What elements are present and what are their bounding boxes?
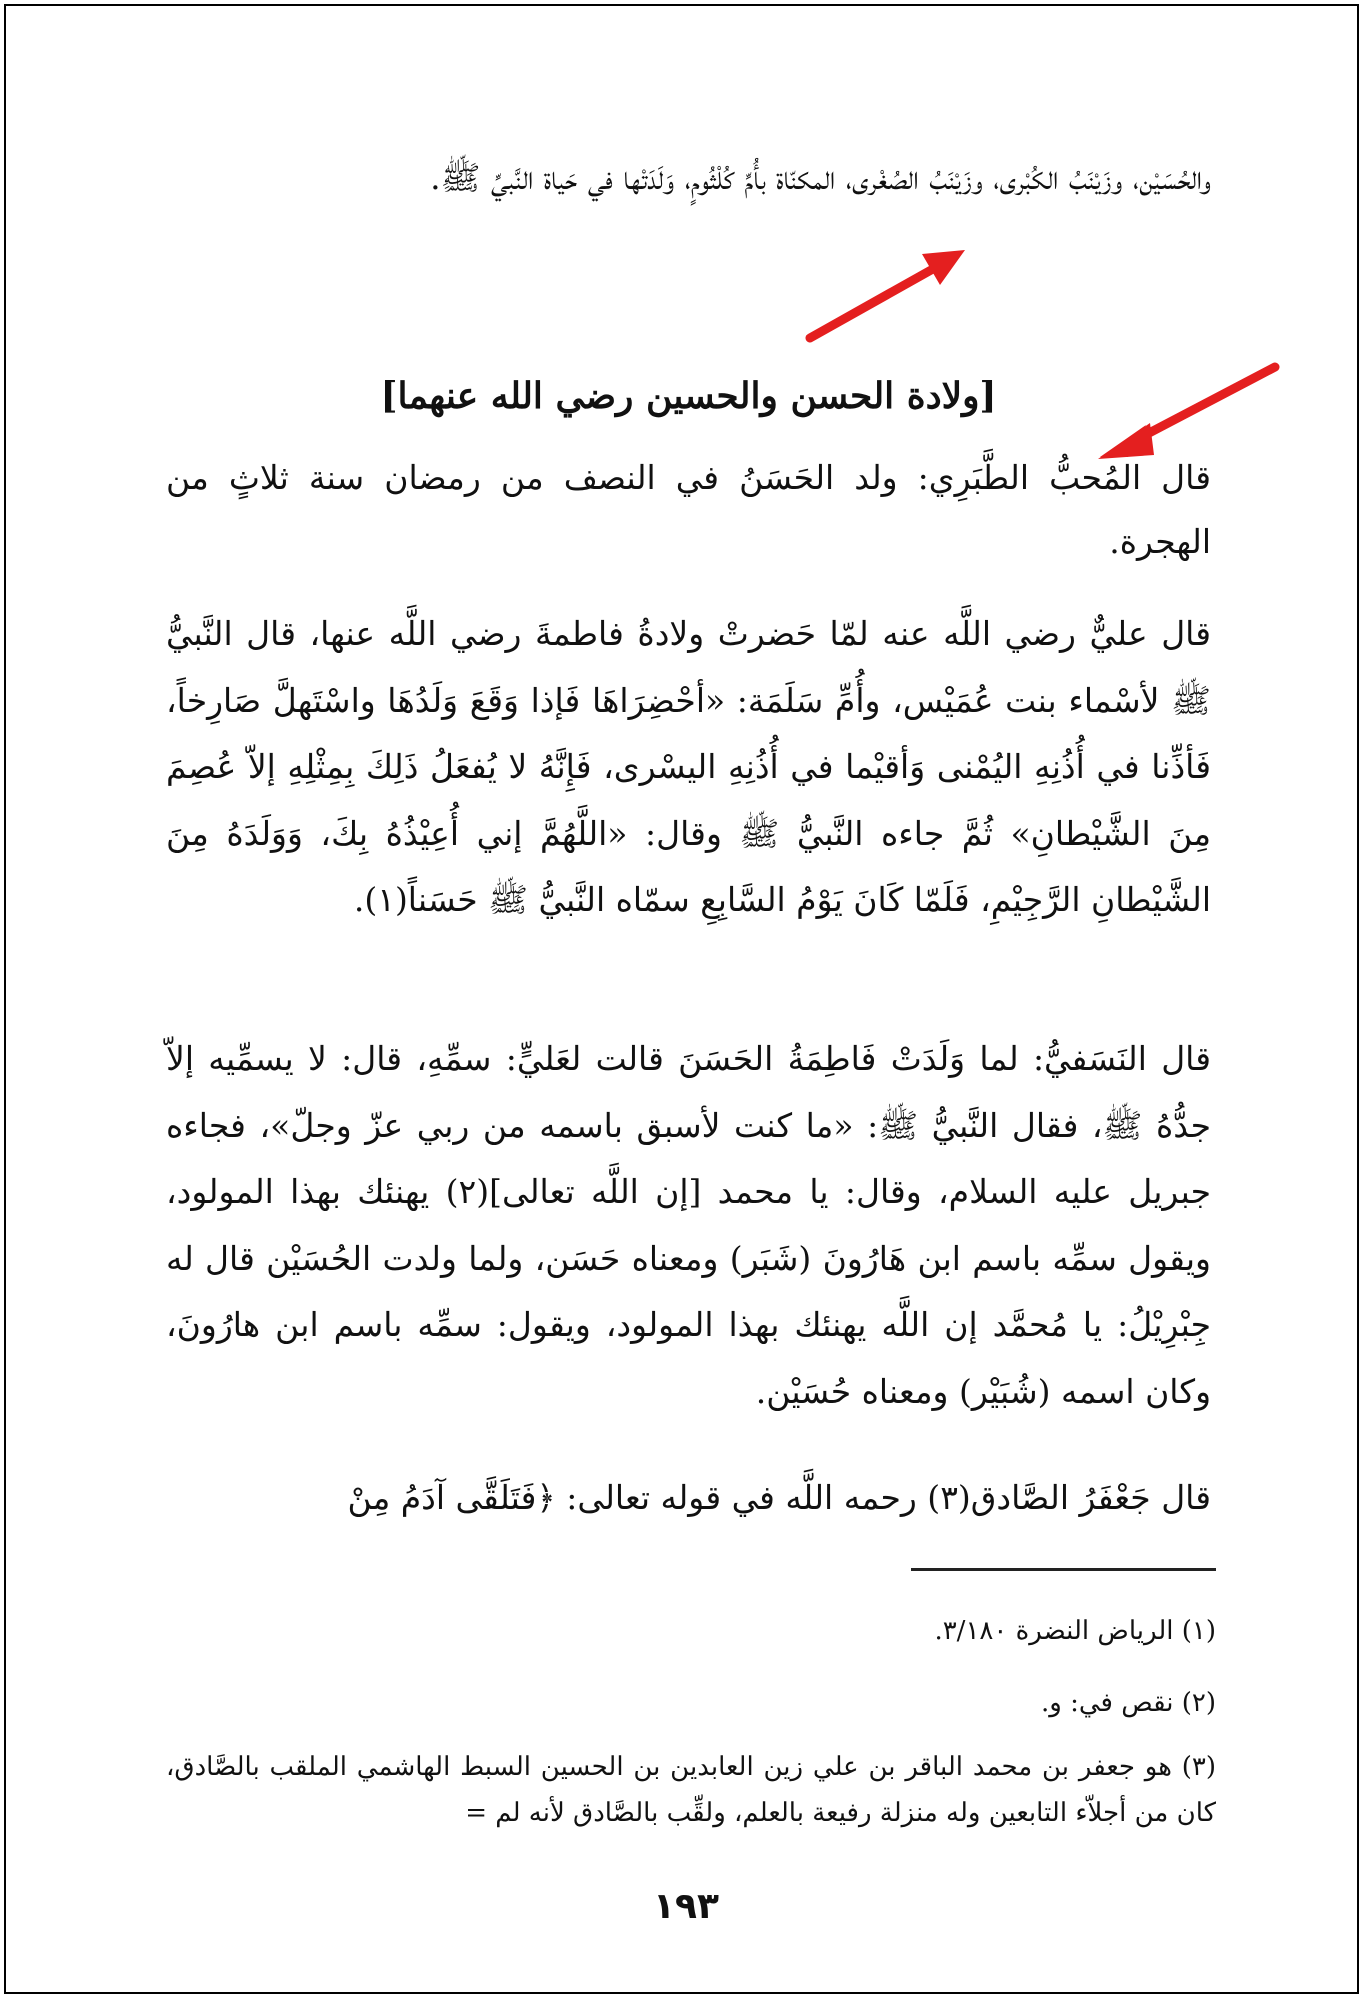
intro-text: والحُسَيْن، وزَيْنَبُ الكُبْرى، وزَيْنَبُ الصُغْرى، المكنّاة بأُمِّ كُلْثُومٍ، وَلَدَتْها في حَياة النَّبيِّ ﷺ.	[430, 158, 1211, 197]
page-number: ١٩٣	[653, 1886, 719, 1927]
nasafi-narration-paragraph	[166, 1026, 1211, 1425]
arrow-icon	[1090, 355, 1290, 465]
book-page	[4, 4, 1359, 1994]
intro-paragraph	[166, 146, 1211, 210]
paragraph-text: قال عليٌّ رضي اللَّه عنه لمّا حَضرتْ ولادةُ فاطمةَ رضي اللَّه عنها، قال النَّبيُّ ﷺ لأسْماء بنت عُمَيْس، وأُمِّ سَلَمَة: «أحْضِرَاهَا فَإذا وَقَعَ وَلَدُهَا واسْتَهلَّ صَارِخاً، فَأذِّنا في أُذُنِهِ اليُمْنى وَأقيْما في أُذُنِهِ اليسْرى، فَإِنَّهُ لا يُفعَلُ ذَلِكَ بِمِثْلِهِ إلاّ عُصِمَ مِنَ الشَّيْطانِ» ثُمَّ جاءه النَّبيُّ ﷺ وقال: «اللَّهُمَّ إني أُعِيْذُهُ بِكَ، وَوَلَدَهُ مِنَ الشَّيْطانِ الرَّجِيْمِ، فَلَمّا كَانَ يَوْمُ السَّابِعِ سمّاه النَّبيُّ ﷺ حَسَناً(١).	[166, 614, 1211, 919]
footnote-divider	[911, 1568, 1216, 1571]
section-heading: [ولادة الحسن والحسين رضي الله عنهما]	[380, 375, 997, 417]
birth-date-paragraph	[166, 446, 1211, 574]
arrow-icon	[800, 240, 970, 350]
footnote-1: (١) الرياض النضرة ٣/١٨٠.	[934, 1616, 1216, 1646]
footnote-2: (٢) نقص في: و.	[1041, 1688, 1216, 1718]
jafar-narration-paragraph	[166, 1466, 1211, 1530]
paragraph-text: قال النَسَفيُّ: لما وَلَدَتْ فَاطِمَةُ الحَسَنَ قالت لعَليٍّ: سمِّهِ، قال: لا يسمِّيه إلاّ جدُّهُ ﷺ، فقال النَّبيُّ ﷺ: «ما كنت لأسبق باسمه من ربي عزّ وجلّ»، فجاءه جبريل عليه السلام، وقال: يا محمد [إن اللَّه تعالى](٢) يهنئك بهذا المولود، ويقول سمِّه باسم ابن هَارُونَ (شَبَر) ومعناه حَسَن، ولما ولدت الحُسَيْن قال له جِبْرِيْلُ: يا مُحمَّد إن اللَّه يهنئك بهذا المولود، ويقول: سمِّه باسم ابن هارُونَ، وكان اسمه (شُبَيْر) ومعناه حُسَيْن.	[166, 1039, 1211, 1411]
footnote-3: (٣) هو جعفر بن محمد الباقر بن علي زين العابدين بن الحسين السبط الهاشمي الملقب بالصَّادق، كان من أجلاّء التابعين وله منزلة رفيعة بالعلم، ولقِّب بالصَّادق لأنه لم =	[166, 1752, 1216, 1828]
ali-narration-paragraph	[166, 601, 1211, 934]
paragraph-text: قال المُحبُّ الطَّبَرِي: ولد الحَسَنُ في النصف من رمضان سنة ثلاثٍ من الهجرة.	[166, 458, 1211, 561]
paragraph-text: قال جَعْفَرُ الصَّادق(٣) رحمه اللَّه في قوله تعالى: ﴿فَتَلَقَّى آدَمُ مِنْ	[347, 1478, 1211, 1517]
